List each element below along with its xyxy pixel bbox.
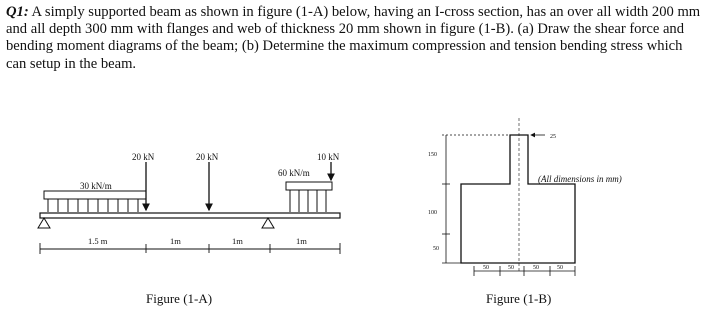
udl-left [44,191,146,212]
beam-figure [38,152,340,254]
dimensions-note: (All dimensions in mm) [538,174,622,184]
point-load-1-label: 20 kN [132,152,155,162]
cross-section-figure [428,118,622,276]
question-body: A simply supported beam as shown in figure (1-A) below, having an I-cross section, has an over all width 200 mm and all depth 300 mm with flanges and web of thickness 20 mm shown in figure (1-B). (a) Draw the shear force and bending moment diagrams of the beam; (b) Determine the maximum compression and tension bending stress which can setup in the beam. [6,4,701,72]
dim-150-label: 150 [428,152,437,158]
point-load-3-label: 10 kN [317,152,340,162]
figure-b-caption: Figure (1-B) [486,291,552,306]
dim-25-label: 25 [550,134,556,140]
section-outline [461,135,575,263]
span-2-label: 1m [170,236,181,246]
beam-body [40,213,340,218]
span-3-label: 1m [232,236,243,246]
span-4-label: 1m [296,236,307,246]
span-1-label: 1.5 m [88,236,108,246]
bottom-dim-3: 50 [533,265,539,271]
bottom-dim-2: 50 [508,265,514,271]
support-right [262,218,274,228]
span-dimension-line [40,243,340,254]
point-load-2-label: 20 kN [196,152,219,162]
dim-100-label: 100 [428,210,437,216]
question-number: Q1: [6,4,29,20]
udl-right-label: 60 kN/m [278,168,310,178]
bottom-dim-4: 50 [557,265,563,271]
udl-left-label: 30 kN/m [80,181,112,191]
udl-right [286,182,332,212]
support-left [38,218,50,228]
figure-a-caption: Figure (1-A) [146,291,213,306]
dim-50-label: 50 [433,246,439,252]
bottom-dim-1: 50 [483,265,489,271]
